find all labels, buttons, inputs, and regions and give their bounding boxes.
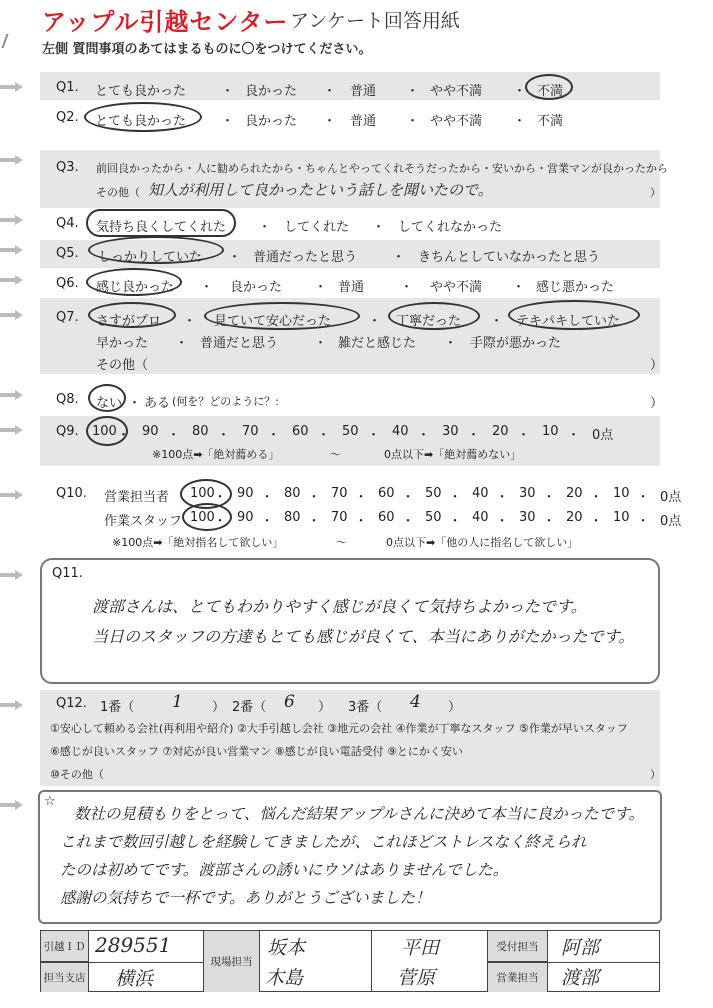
q2-option-5[interactable]: 不満 xyxy=(537,114,564,129)
q9-score-option[interactable]: 30 xyxy=(442,424,459,439)
star-icon: ☆ xyxy=(44,794,56,809)
q9-answer-circle xyxy=(86,416,131,446)
scale-separator: ・ xyxy=(417,428,431,443)
q6-option-3[interactable]: 普通 xyxy=(338,280,365,295)
scale-separator: ・ xyxy=(636,490,650,505)
q10-staff-score-option[interactable]: 60 xyxy=(378,510,395,525)
q9-label: Q9. xyxy=(56,424,79,439)
q5-option-2[interactable]: 普通だったと思う xyxy=(253,250,358,265)
scale-separator: ・ xyxy=(354,514,368,529)
q7-option-8[interactable]: 手際が悪かった xyxy=(470,336,562,351)
q10-label: Q10. xyxy=(56,486,87,501)
q2-option-2[interactable]: 良かった xyxy=(245,114,298,129)
comment-line-1: 数社の見積もりをとって、悩んだ結果アップルさんに決めて本当に良かったです。 xyxy=(74,805,644,823)
scale-separator: ・ xyxy=(495,490,509,505)
reception-label: 受付担当 xyxy=(488,931,548,962)
q10-staff-score-option[interactable]: 40 xyxy=(472,510,489,525)
scale-separator: ・ xyxy=(636,514,650,529)
scale-separator: ・ xyxy=(117,428,131,443)
q10-note-left: ※100点➡「絶対指名して欲しい」 xyxy=(112,536,284,549)
q2-option-4[interactable]: やや不満 xyxy=(430,114,483,129)
q6-option-2[interactable]: 良かった xyxy=(230,280,283,295)
q3-other-prefix: その他（ xyxy=(96,186,140,199)
q1-option-5[interactable]: 不満 xyxy=(537,84,564,99)
scale-separator: ・ xyxy=(167,428,181,443)
margin-arrow-icon xyxy=(0,155,24,165)
scale-separator: ・ xyxy=(260,490,274,505)
q1-option-1[interactable]: とても良かった xyxy=(95,84,187,99)
q7-answer-circle-2 xyxy=(204,302,360,330)
scale-separator: ・ xyxy=(367,428,381,443)
q7-option-7[interactable]: 雑だと感じた xyxy=(338,336,417,351)
q4-options: 気持ち良くしてくれた ・ してくれた ・ してくれなかった xyxy=(0,216,713,234)
q10-sales-score-option[interactable]: 40 xyxy=(472,486,489,501)
q9-score-option[interactable]: 20 xyxy=(492,424,509,439)
margin-arrow-icon xyxy=(0,700,24,710)
q9-score-option[interactable]: 50 xyxy=(342,424,359,439)
q9-score-option[interactable]: 60 xyxy=(292,424,309,439)
q10-sales-score-option[interactable]: 20 xyxy=(566,486,583,501)
scale-separator: ・ xyxy=(589,490,603,505)
comment-line-4: 感謝の気持ちで一杯です。ありがとうございました！ xyxy=(60,889,431,907)
q9-score-option[interactable]: 40 xyxy=(392,424,409,439)
q6-answer-circle xyxy=(86,268,182,296)
q7-option-2[interactable]: 見ていて安心だった xyxy=(214,314,332,329)
q7-options-line1: さすがプロ ・ 見ていて安心だった ・ 丁寧だった ・ テキパキしていた xyxy=(0,310,713,328)
q10-staff-answer-circle xyxy=(182,503,232,531)
site-staff-label: 現場担当 xyxy=(204,931,260,992)
q1-option-3[interactable]: 普通 xyxy=(350,84,377,99)
q5-answer-circle xyxy=(88,236,224,264)
scale-separator: ・ xyxy=(542,490,556,505)
sales-value: 渡部 xyxy=(561,967,600,989)
q10-sales-score-option[interactable]: 70 xyxy=(331,486,348,501)
q6-option-1[interactable]: 感じ良かった xyxy=(96,280,175,295)
sales-label: 営業担当 xyxy=(488,962,548,992)
q10-staff-score-option[interactable]: 90 xyxy=(237,510,254,525)
q1-options: とても良かった ・ 良かった ・ 普通 ・ やや不満 ・ 不満 xyxy=(0,80,713,98)
q10-staff-score-option[interactable]: 0点 xyxy=(660,514,682,529)
q6-label: Q6. xyxy=(56,276,79,291)
q9-score-option[interactable]: 70 xyxy=(242,424,259,439)
q7-answer-circle-3 xyxy=(388,302,480,330)
q7-options-line2: 早かった ・ 普通だと思う ・ 雑だと感じた ・ 手際が悪かった xyxy=(0,332,713,350)
form-instruction: 左側 質問事項のあてはまるものに〇をつけてください。 xyxy=(42,42,372,57)
site-staff-value-2: 木島 xyxy=(265,967,304,989)
q2-option-1[interactable]: とても良かった xyxy=(95,114,187,129)
scale-separator: ・ xyxy=(467,428,481,443)
scale-separator: ・ xyxy=(589,514,603,529)
q12-rank1-label: 1番（ xyxy=(100,700,135,715)
q4-option-1[interactable]: 気持ち良くしてくれた xyxy=(96,220,227,235)
q8-options: ない ・ ある (何を？どのように？: ） xyxy=(0,392,713,410)
q6-option-5[interactable]: 感じ悪かった xyxy=(536,280,615,295)
form-title-brand: アップル引越センター xyxy=(42,8,289,36)
q8-option-yes[interactable]: ある xyxy=(144,396,171,411)
q7-label: Q7. xyxy=(56,310,79,325)
q9-score-option[interactable]: 0点 xyxy=(592,428,614,443)
q2-option-3[interactable]: 普通 xyxy=(350,114,377,129)
q10-sales-score-option[interactable]: 60 xyxy=(378,486,395,501)
q12-label: Q12. xyxy=(56,696,87,711)
q10-staff-scale xyxy=(0,510,713,528)
scale-separator: ・ xyxy=(260,514,274,529)
margin-arrow-icon xyxy=(0,570,24,580)
q1-answer-circle xyxy=(525,74,573,100)
q2-options: とても良かった ・ 良かった ・ 普通 ・ やや不満 ・ 不満 xyxy=(0,110,713,128)
q10-sales-scale xyxy=(0,486,713,504)
q4-answer-circle xyxy=(86,209,236,237)
q10-sales-score-option[interactable]: 50 xyxy=(425,486,442,501)
q11-label: Q11. xyxy=(52,566,83,581)
q11-answer-box[interactable] xyxy=(40,558,660,684)
reception-value: 阿部 xyxy=(561,937,600,959)
comment-line-2: これまで数回引越しを経験してきましたが、これほどストレスなく終えられ xyxy=(60,833,587,851)
scale-separator: ・ xyxy=(401,514,415,529)
q12-choices-3: ⑩その他（ xyxy=(50,768,104,781)
form-title-sub: アンケート回答用紙 xyxy=(290,10,460,32)
margin-arrow-icon xyxy=(0,800,24,810)
q7-option-5[interactable]: 早かった xyxy=(96,336,149,351)
scale-separator: ・ xyxy=(448,490,462,505)
q9-score-option[interactable]: 80 xyxy=(192,424,209,439)
q3-options[interactable]: 前回良かったから・人に勧められたから・ちゃんとやってくれそうだったから・安いから・営業マンが良かったから xyxy=(96,162,668,175)
q7-answer-circle-4 xyxy=(508,300,640,330)
scale-separator: ・ xyxy=(401,490,415,505)
scale-separator: ・ xyxy=(307,490,321,505)
q7-option-3[interactable]: 丁寧だった xyxy=(396,314,462,329)
q12-rank3-label: 3番（ xyxy=(348,700,383,715)
move-id-value: 289551 xyxy=(95,933,172,957)
q10-staff-score-option[interactable]: 30 xyxy=(519,510,536,525)
q4-option-3[interactable]: してくれなかった xyxy=(398,220,503,235)
q10-staff-score-option[interactable]: 50 xyxy=(425,510,442,525)
q7-answer-circle-1 xyxy=(88,302,176,328)
q12-rank2-label: 2番（ xyxy=(232,700,267,715)
q10-staff-label: 作業スタッフ xyxy=(104,514,183,529)
q5-label: Q5. xyxy=(56,246,79,261)
scale-separator: ・ xyxy=(267,428,281,443)
scale-separator: ・ xyxy=(517,428,531,443)
q9-score-option[interactable]: 100 xyxy=(92,424,117,439)
q3-label: Q3. xyxy=(56,160,79,175)
site-staff-value-1: 坂本 xyxy=(267,937,306,959)
branch-value: 横浜 xyxy=(115,968,154,990)
q11-answer-line-1: 渡部さんは、とてもわかりやすく感じが良くて気持ちよかったです。 xyxy=(92,597,587,616)
scale-separator: ・ xyxy=(307,514,321,529)
q5-option-3[interactable]: きちんとしていなかったと思う xyxy=(418,250,601,265)
q2-answer-circle xyxy=(84,102,202,132)
branch-label: 担当支店 xyxy=(41,962,89,992)
q10-sales-score-option[interactable]: 90 xyxy=(237,486,254,501)
scale-separator: ・ xyxy=(213,514,227,529)
scale-separator: ・ xyxy=(354,490,368,505)
q10-sales-label: 営業担当者 xyxy=(104,490,170,505)
q10-sales-score-option[interactable]: 30 xyxy=(519,486,536,501)
q8-option-none[interactable]: ない xyxy=(96,396,123,411)
q10-sales-score-option[interactable]: 80 xyxy=(284,486,301,501)
q10-staff-score-option[interactable]: 20 xyxy=(566,510,583,525)
q10-sales-score-option[interactable]: 0点 xyxy=(660,490,682,505)
scale-separator: ・ xyxy=(495,514,509,529)
q9-note-left: ※100点➡「絶対薦める」 xyxy=(152,448,280,461)
q1-option-2[interactable]: 良かった xyxy=(245,84,298,99)
q2-label: Q2. xyxy=(56,110,79,125)
q9-score-option[interactable]: 90 xyxy=(142,424,159,439)
q7-option-4[interactable]: テキパキしていた xyxy=(516,314,621,329)
q12-choices-1: ①安心して頼める会社(再利用や紹介) ②大手引越し会社 ③地元の会社 ④作業が丁寧なスタッフ ⑤作業が早いスタッフ xyxy=(50,722,628,735)
q3-other-answer: 知人が利用して良かったという話しを聞いたので。 xyxy=(148,181,493,199)
scale-separator: ・ xyxy=(448,514,462,529)
q8-label: Q8. xyxy=(56,392,79,407)
site-staff-value-3: 平田 xyxy=(401,937,440,959)
q8-hint: (何を？どのように？: xyxy=(172,395,279,408)
q10-staff-score-option[interactable]: 100 xyxy=(190,510,215,525)
scale-separator: ・ xyxy=(317,428,331,443)
q10-staff-score-option[interactable]: 80 xyxy=(284,510,301,525)
q10-staff-score-option[interactable]: 70 xyxy=(331,510,348,525)
q9-note-right: 0点以下➡「絶対薦めない」 xyxy=(384,448,522,461)
margin-mark xyxy=(1,34,16,48)
q5-options: しっかりしていた ・ 普通だったと思う ・ きちんとしていなかったと思う xyxy=(0,246,713,264)
q4-option-2[interactable]: してくれた xyxy=(284,220,350,235)
scale-separator: ・ xyxy=(213,490,227,505)
scale-separator: ・ xyxy=(217,428,231,443)
q8-answer-circle xyxy=(88,384,126,412)
q6-options: 感じ良かった ・ 良かった ・ 普通 ・ やや不満 ・ 感じ悪かった xyxy=(0,276,713,294)
scale-separator: ・ xyxy=(542,514,556,529)
q12-choices-2: ⑥感じが良いスタッフ ⑦対応が良い営業マン ⑧感じが良い電話受付 ⑨とにかく安い xyxy=(50,745,463,758)
scale-separator: ・ xyxy=(567,428,581,443)
q7-option-1[interactable]: さすがプロ xyxy=(96,314,162,329)
q6-option-4[interactable]: やや不満 xyxy=(430,280,483,295)
q10-staff-score-option[interactable]: 10 xyxy=(613,510,630,525)
move-id-label: 引越ＩＤ xyxy=(41,931,89,962)
q1-option-4[interactable]: やや不満 xyxy=(430,84,483,99)
q10-sales-score-option[interactable]: 10 xyxy=(613,486,630,501)
q5-option-1[interactable]: しっかりしていた xyxy=(98,250,203,265)
q9-score-option[interactable]: 10 xyxy=(542,424,559,439)
q12-rank1-value[interactable]: 1 xyxy=(172,692,183,712)
staff-table xyxy=(40,930,660,992)
q12-rank2-value[interactable]: 6 xyxy=(284,692,295,712)
q10-sales-score-option[interactable]: 100 xyxy=(190,486,215,501)
q7-other-prefix: その他（ xyxy=(96,358,149,373)
q11-answer-line-2: 当日のスタッフの方達もとても感じが良くて、本当にありがたかったです。 xyxy=(92,627,635,646)
q12-rank3-value[interactable]: 4 xyxy=(410,692,421,712)
q4-label: Q4. xyxy=(56,216,79,231)
q10-note-right: 0点以下➡「他の人に指名して欲しい」 xyxy=(386,536,579,549)
q1-label: Q1. xyxy=(56,80,79,95)
q7-option-6[interactable]: 普通だと思う xyxy=(200,336,279,351)
site-staff-value-4: 菅原 xyxy=(397,967,436,989)
comment-line-3: たのは初めてです。渡部さんの誘いにウソはありませんでした。 xyxy=(60,861,509,879)
